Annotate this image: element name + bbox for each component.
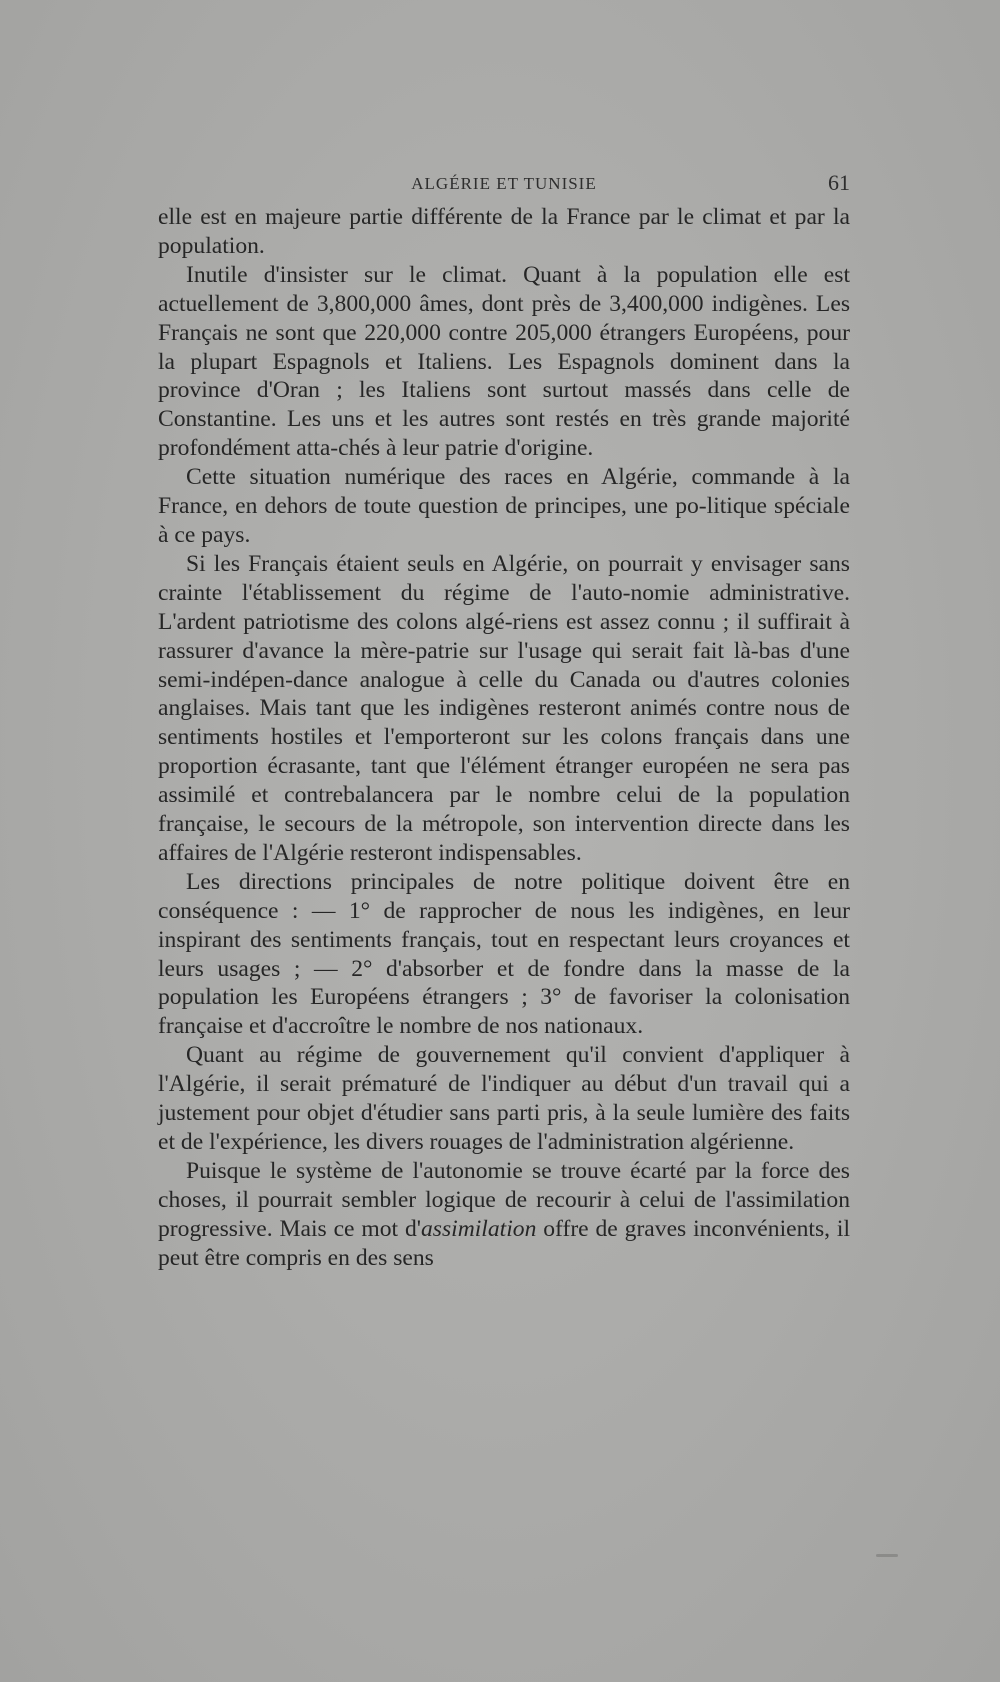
paragraph-7-start: Puisque le système de l'autonomie se trouve écarté par la force des choses, il pourrait sembler logique de recourir à celui de l'assimilation progressive. Mais ce mot d' (158, 1157, 850, 1242)
paper-blemish (876, 1554, 898, 1557)
paragraph-6: Quant au régime de gouvernement qu'il convient d'appliquer à l'Algérie, il serait prématuré de l'indiquer au début d'un travail qui a justement pour objet d'étudier sans parti pris, à la seule lumière des faits et de l'expérience, les divers rouages de l'administration algérienne. (158, 1042, 850, 1155)
paragraph-5: Les directions principales de notre politique doivent être en conséquence : — 1° de rapprocher de nous les indigènes, en leur inspirant des sentiments français, tout en respectant leurs croyances et leurs usages ; — 2° d'absorber et de fondre dans la masse de la population les Européens étrangers ; 3° de favoriser la colonisation française et d'accroître le nombre de nos nationaux. (158, 868, 850, 1040)
paragraph-4: Si les Français étaient seuls en Algérie, on pourrait y envisager sans crainte l'établissement du régime de l'auto-nomie administrative. L'ardent patriotisme des colons algé-riens est assez connu ; il suffirait à rassurer d'avance la mère-patrie sur l'usage qui serait fait là-bas d'une semi-indépen-dance analogue à celle du Canada ou d'autres colonies anglaises. Mais tant que les indigènes resteront animés contre nous de sentiments hostiles et l'emporteront sur les colons français dans une proportion écrasante, tant que l'élément étranger européen ne sera pas assimilé et contrebalancera par le nombre celui de la population française, le secours de la métropole, son intervention directe dans les affaires de l'Algérie resteront indispensables. (158, 550, 850, 866)
paragraph-2: Inutile d'insister sur le climat. Quant à la population elle est actuellement de 3,800,000 âmes, dont près de 3,400,000 indigènes. Les Français ne sont que 220,000 contre 205,000 étrangers Européens, pour la plupart Espagnols et Italiens. Les Espagnols dominent dans la province d'Oran ; les Italiens sont surtout massés dans celle de Constantine. Les uns et les autres sont restés en très grande majorité profondément atta-chés à leur patrie d'origine. (158, 261, 850, 462)
paragraph-7 (158, 1157, 850, 1273)
paragraph-3: Cette situation numérique des races en Algérie, commande à la France, en dehors de toute question de principes, une po-litique spéciale à ce pays. (158, 464, 850, 548)
italic-term: assimilation (421, 1215, 537, 1242)
page-number: 61 (828, 170, 850, 195)
paragraph-7-end: offre de graves inconvénients, il peut être compris en des sens (158, 1215, 850, 1271)
body-text (158, 203, 850, 1273)
paragraph-1: elle est en majeure partie différente de la France par le climat et par la population. (158, 204, 850, 259)
running-head (158, 170, 850, 200)
running-title: ALGÉRIE ET TUNISIE (411, 174, 597, 193)
